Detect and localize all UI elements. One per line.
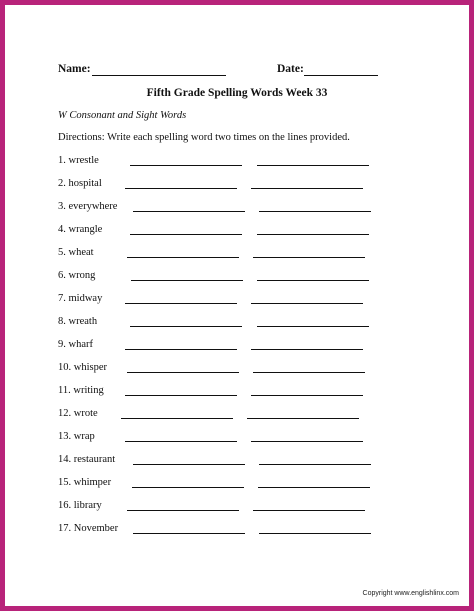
word-row — [5, 155, 469, 178]
answer-line-1[interactable] — [125, 395, 237, 396]
spelling-word: 12. wrote — [58, 408, 98, 419]
word-row — [5, 201, 469, 224]
directions-text: Directions: Write each spelling word two times on the lines provided. — [58, 132, 350, 143]
answer-line-1[interactable] — [130, 234, 242, 235]
answer-line-2[interactable] — [257, 280, 369, 281]
date-blank-line[interactable] — [304, 75, 378, 76]
word-row — [5, 316, 469, 339]
answer-line-2[interactable] — [251, 303, 363, 304]
answer-line-2[interactable] — [257, 234, 369, 235]
spelling-word: 6. wrong — [58, 270, 96, 281]
answer-line-1[interactable] — [133, 464, 245, 465]
spelling-word: 1. wrestle — [58, 155, 99, 166]
answer-line-1[interactable] — [133, 533, 245, 534]
spelling-word: 5. wheat — [58, 247, 94, 258]
word-row — [5, 178, 469, 201]
word-row — [5, 293, 469, 316]
word-row — [5, 362, 469, 385]
spelling-word: 13. wrap — [58, 431, 95, 442]
worksheet-page — [5, 5, 469, 606]
spelling-word: 7. midway — [58, 293, 103, 304]
answer-line-2[interactable] — [259, 211, 371, 212]
answer-line-2[interactable] — [251, 395, 363, 396]
answer-line-1[interactable] — [127, 372, 239, 373]
word-row — [5, 523, 469, 546]
answer-line-1[interactable] — [125, 188, 237, 189]
answer-line-1[interactable] — [132, 487, 244, 488]
answer-line-1[interactable] — [125, 441, 237, 442]
spelling-word: 8. wreath — [58, 316, 98, 327]
answer-line-1[interactable] — [131, 280, 243, 281]
answer-line-1[interactable] — [127, 257, 239, 258]
answer-line-2[interactable] — [259, 464, 371, 465]
spelling-word-list — [5, 155, 469, 546]
answer-line-2[interactable] — [253, 257, 365, 258]
name-label: Name: — [58, 63, 91, 75]
spelling-word: 16. library — [58, 500, 102, 511]
answer-line-2[interactable] — [251, 188, 363, 189]
worksheet-title: Fifth Grade Spelling Words Week 33 — [146, 87, 328, 99]
word-row — [5, 247, 469, 270]
answer-line-1[interactable] — [121, 418, 233, 419]
answer-line-2[interactable] — [257, 165, 369, 166]
spelling-word: 15. whimper — [58, 477, 112, 488]
answer-line-1[interactable] — [125, 349, 237, 350]
name-blank-line[interactable] — [92, 75, 226, 76]
answer-line-1[interactable] — [130, 165, 242, 166]
answer-line-2[interactable] — [247, 418, 359, 419]
answer-line-2[interactable] — [257, 326, 369, 327]
answer-line-1[interactable] — [127, 510, 239, 511]
word-row — [5, 270, 469, 293]
date-label: Date: — [277, 63, 304, 75]
spelling-word: 14. restaurant — [58, 454, 116, 465]
answer-line-2[interactable] — [251, 349, 363, 350]
word-row — [5, 385, 469, 408]
word-row — [5, 477, 469, 500]
answer-line-1[interactable] — [125, 303, 237, 304]
word-row — [5, 500, 469, 523]
worksheet-subtitle: W Consonant and Sight Words — [58, 110, 187, 121]
answer-line-2[interactable] — [258, 487, 370, 488]
spelling-word: 9. wharf — [58, 339, 93, 350]
word-row — [5, 224, 469, 247]
answer-line-2[interactable] — [253, 372, 365, 373]
spelling-word: 2. hospital — [58, 178, 102, 189]
copyright-notice: Copyright www.englishlinx.com — [362, 590, 459, 597]
answer-line-1[interactable] — [130, 326, 242, 327]
word-row — [5, 408, 469, 431]
word-row — [5, 431, 469, 454]
spelling-word: 10. whisper — [58, 362, 107, 373]
spelling-word: 17. November — [58, 523, 119, 534]
word-row — [5, 339, 469, 362]
answer-line-2[interactable] — [251, 441, 363, 442]
answer-line-2[interactable] — [259, 533, 371, 534]
answer-line-2[interactable] — [253, 510, 365, 511]
spelling-word: 11. writing — [58, 385, 104, 396]
answer-line-1[interactable] — [133, 211, 245, 212]
spelling-word: 3. everywhere — [58, 201, 118, 212]
word-row — [5, 454, 469, 477]
spelling-word: 4. wrangle — [58, 224, 103, 235]
